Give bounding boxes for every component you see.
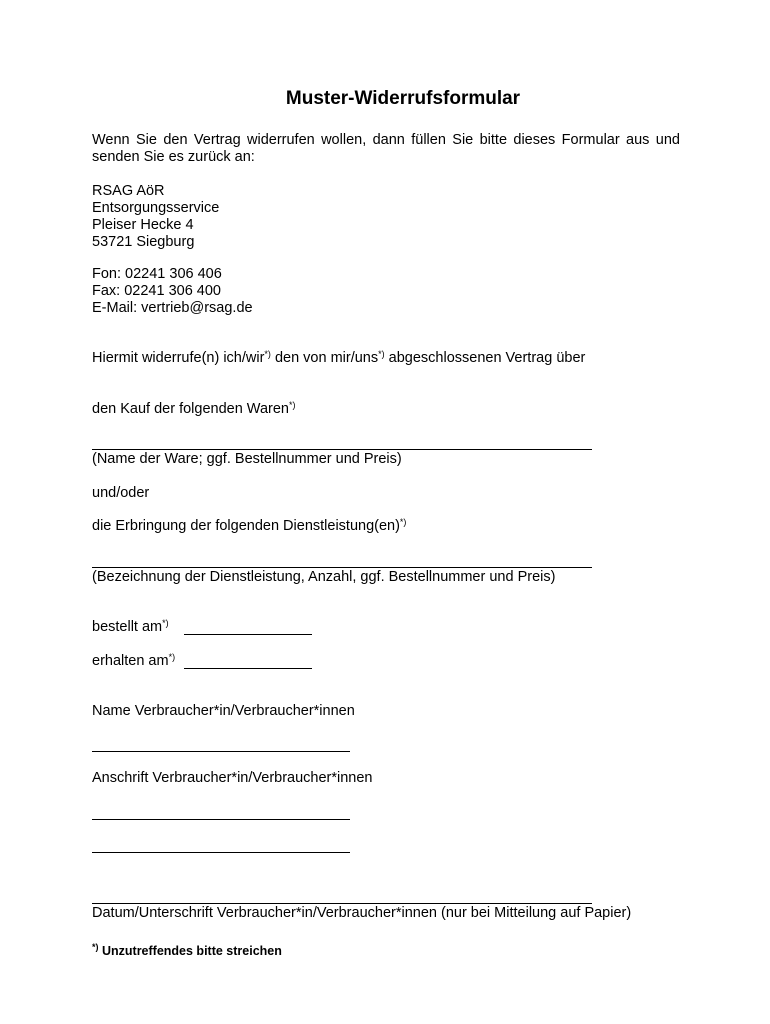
consumer-address-label: Anschrift Verbraucher*in/Verbraucher*innen xyxy=(92,770,373,786)
contact-fax: Fax: 02241 306 400 xyxy=(92,283,221,299)
address-street: Pleiser Hecke 4 xyxy=(92,217,194,233)
consumer-name-line[interactable] xyxy=(92,751,350,752)
footnote-text: Unzutreffendes bitte streichen xyxy=(101,944,282,958)
footnote-marker: *) xyxy=(264,349,271,359)
contact-fon: Fon: 02241 306 406 xyxy=(92,266,222,282)
and-or-text: und/oder xyxy=(92,485,150,501)
goods-caption: (Name der Ware; ggf. Bestellnummer und Preis) xyxy=(92,451,402,467)
goods-label-text: den Kauf der folgenden Waren xyxy=(92,401,289,417)
footnote-marker: *) xyxy=(399,517,407,527)
footnote-marker: *) xyxy=(378,349,385,359)
address-city: 53721 Siegburg xyxy=(92,234,195,250)
contact-block xyxy=(92,266,253,317)
consumer-address-line-2[interactable] xyxy=(92,852,350,853)
revocation-part2: den von mir/uns xyxy=(270,350,379,366)
footnote-marker: *) xyxy=(288,400,296,410)
footnote-marker: *) xyxy=(162,618,169,628)
footnote-marker: *) xyxy=(92,942,99,952)
consumer-name-label: Name Verbraucher*in/Verbraucher*innen xyxy=(92,703,355,719)
contact-email: E-Mail: vertrieb@rsag.de xyxy=(92,300,253,316)
address-department: Entsorgungsservice xyxy=(92,200,220,216)
address-company: RSAG AöR xyxy=(92,183,165,199)
signature-caption: Datum/Unterschrift Verbraucher*in/Verbraucher*innen (nur bei Mitteilung auf Papier) xyxy=(92,905,632,921)
revocation-part3: abgeschlossenen Vertrag über xyxy=(384,350,586,366)
service-label xyxy=(92,518,406,534)
service-label-text: die Erbringung der folgenden Dienstleistung(en) xyxy=(92,518,400,534)
footnote-marker: *) xyxy=(168,652,176,662)
revocation-part1: Hiermit widerrufe(n) ich/wir xyxy=(92,350,265,366)
received-date-line[interactable] xyxy=(184,668,312,669)
ordered-date-line[interactable] xyxy=(184,634,312,635)
intro-text: Wenn Sie den Vertrag widerrufen wollen, dann füllen Sie bitte dieses Formular aus und senden Sie es zurück an: xyxy=(92,132,680,165)
consumer-address-line-1[interactable] xyxy=(92,819,350,820)
ordered-label xyxy=(92,619,169,635)
service-caption: (Bezeichnung der Dienstleistung, Anzahl, ggf. Bestellnummer und Preis) xyxy=(92,569,556,585)
received-label xyxy=(92,653,175,669)
footnote xyxy=(92,944,282,958)
signature-line[interactable] xyxy=(92,903,592,904)
ordered-label-text: bestellt am xyxy=(92,619,163,635)
received-label-text: erhalten am xyxy=(92,653,169,669)
page-title: Muster-Widerrufsformular xyxy=(285,88,521,109)
goods-input-line[interactable] xyxy=(92,449,592,450)
goods-label xyxy=(92,401,295,417)
revocation-statement xyxy=(92,350,585,366)
address-block xyxy=(92,183,219,251)
service-input-line[interactable] xyxy=(92,567,592,568)
